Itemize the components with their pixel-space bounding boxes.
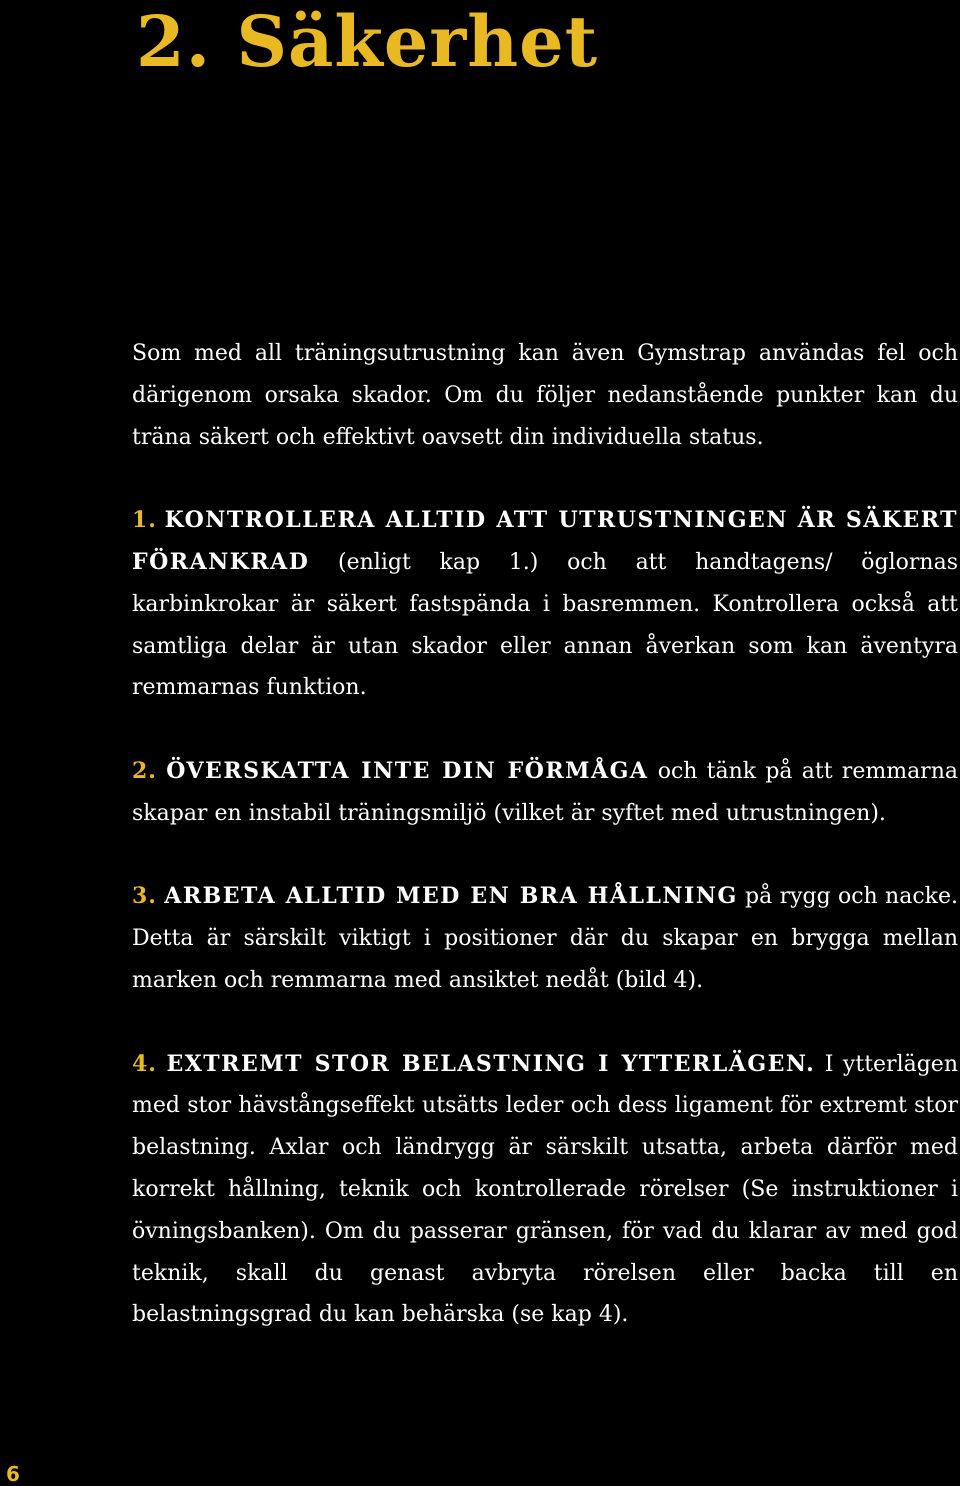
safety-point-4	[132, 1044, 958, 1337]
point-heading: KONTROLLERA ALLTID ATT UTRUSTNINGEN ÄR SÄKERT FÖRANKRAD	[132, 507, 958, 575]
point-heading: EXTREMT STOR BELASTNING I YTTERLÄGEN.	[166, 1050, 816, 1077]
point-number: 3.	[132, 883, 157, 910]
safety-point-1	[132, 500, 958, 709]
point-number: 4.	[132, 1050, 157, 1077]
point-heading: ARBETA ALLTID MED EN BRA HÅLLNING	[164, 883, 738, 910]
point-heading: ÖVERSKATTA INTE DIN FÖRMÅGA	[166, 757, 649, 784]
document-body	[132, 333, 958, 1336]
point-text: på rygg och nacke. Detta är särskilt viktigt i positioner där du skapar en brygga mellan marken och remmarna med ansiktet nedåt (bild 4).	[132, 884, 958, 993]
page-number: 6	[0, 1440, 26, 1486]
safety-point-2	[132, 751, 958, 835]
point-text: I ytterlägen med stor hävstångseffekt utsätts leder och dess ligament för extremt stor belastning. Axlar och ländrygg är särskilt utsatta, arbeta därför med korrekt hållning, teknik och kontrollerade rörelser (Se instruktioner i övningsbanken). Om du passerar gränsen, för vad du klarar av med god teknik, skall du genast avbryta rörelsen eller backa till en belastningsgrad du kan behärska (se kap 4).	[132, 1051, 958, 1328]
point-text: (enligt kap 1.) och att handtagens/ öglornas karbinkrokar är säkert fastspända i basremmen. Kontrollera också att samtliga delar är utan skador eller annan åverkan som kan äventyra remmarnas funktion.	[132, 549, 958, 701]
point-text: och tänk på att remmarna skapar en instabil träningsmiljö (vilket är syftet med utrustningen).	[132, 758, 958, 826]
point-number: 2.	[132, 757, 157, 784]
intro-paragraph: Som med all träningsutrustning kan även Gymstrap användas fel och därigenom orsaka skador. Om du följer nedanstående punkter kan du träna säkert och effektivt oavsett din individuella status.	[132, 341, 958, 450]
safety-point-3	[132, 876, 958, 1001]
page-title: 2. Säkerhet	[136, 0, 599, 83]
point-number: 1.	[132, 507, 157, 534]
